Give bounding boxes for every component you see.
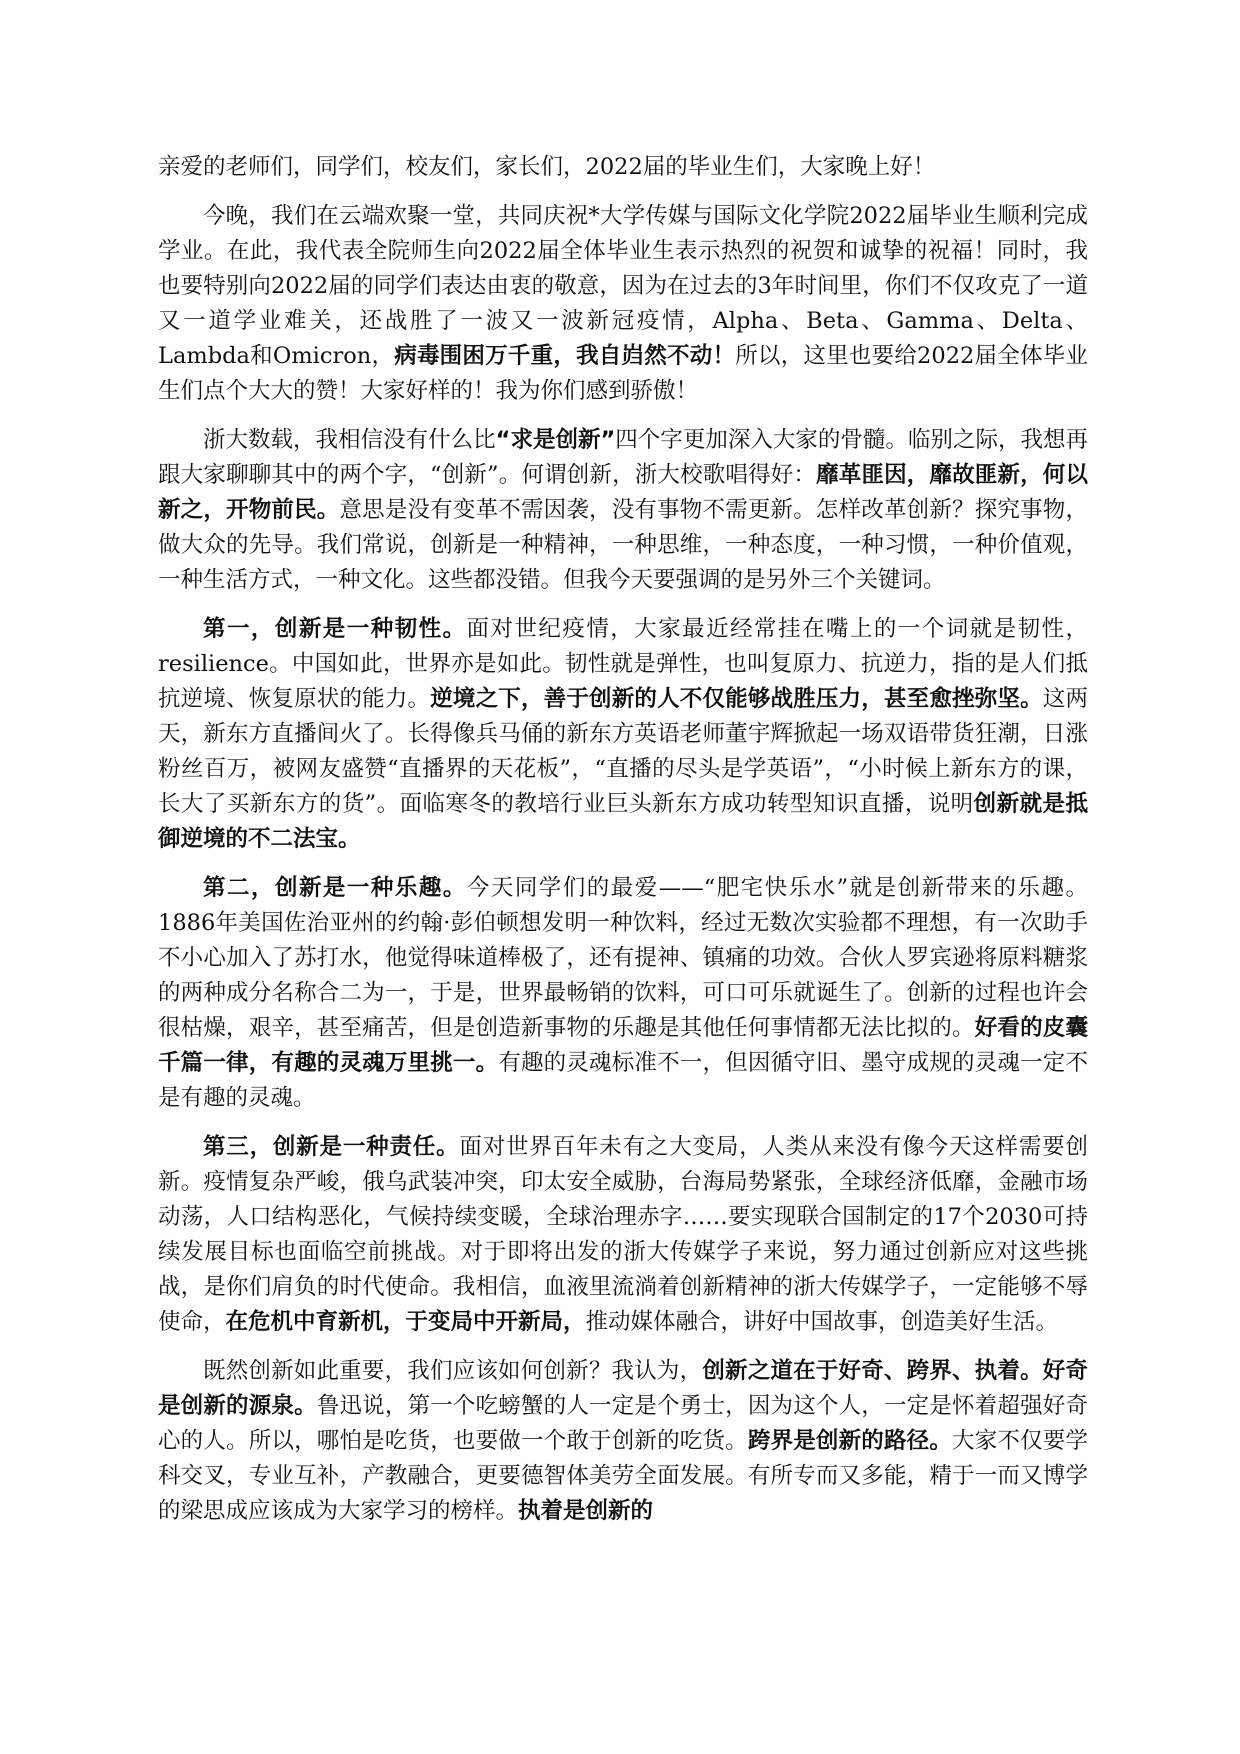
bold-text: 第三，创新是一种责任。 <box>203 1134 460 1160</box>
paragraph <box>158 612 1088 857</box>
body-text: 大家不仅要学科交叉，专业互补，产教融合，更要德智体美劳全面发展。有所专而又多能，精于一而又博学的梁思成应该成为大家学习的榜样。 <box>158 1428 1088 1524</box>
paragraph <box>158 1130 1088 1340</box>
bold-text: 逆境之下，善于创新的人不仅能够战胜压力，甚至愈挫弥坚。 <box>430 686 1043 712</box>
bold-text: 第二，创新是一种乐趣。 <box>203 875 467 901</box>
body-text: 鲁迅说，第一个吃螃蟹的人一定是个勇士，因为这个人，一定是怀着超强好奇心的人。所以，哪怕是吃货，也要做一个敢于创新的吃货。 <box>158 1393 1088 1454</box>
body-text: 面对世纪疫情，大家最近经常挂在嘴上的一个词就是韧性，resilience。中国如此，世界亦是如此。韧性就是弹性，也叫复原力、抗逆力，指的是人们抵抗逆境、恢复原状的能力。 <box>158 616 1088 712</box>
bold-text: 第一，创新是一种韧性。 <box>203 616 467 642</box>
body-text: 既然创新如此重要，我们应该如何创新？我认为， <box>203 1358 703 1384</box>
paragraph <box>158 871 1088 1116</box>
body-text: 亲爱的老师们，同学们，校友们，家长们，2022届的毕业生们，大家晚上好！ <box>158 154 936 180</box>
body-text: 有趣的灵魂标准不一，但因循守旧、墨守成规的灵魂一定不是有趣的灵魂。 <box>158 1050 1088 1111</box>
body-text: 所以，这里也要给2022届全体毕业生们点个大大的赞！大家好样的！我为你们感到骄傲！ <box>158 343 1088 404</box>
paragraph <box>158 199 1088 409</box>
bold-text: “求是创新” <box>495 427 616 453</box>
bold-text: 跨界是创新的路径。 <box>747 1428 953 1454</box>
bold-text: 好看的皮囊千篇一律，有趣的灵魂万里挑一。 <box>158 1015 1088 1076</box>
body-text: 今晚，我们在云端欢聚一堂，共同庆祝*大学传媒与国际文化学院2022届毕业生顺利完成学业。在此，我代表全院师生向2022届全体毕业生表示热烈的祝贺和诚挚的祝福！同时，我也要特别向2022届的同学们表达由衷的敬意，因为在过去的3年时间里，你们不仅攻克了一道又一道学业难关，还战胜了一波又一波新冠疫情，Alpha、Beta、Gamma、Delta、Lambda和Omicron， <box>158 203 1088 369</box>
bold-text: 靡革匪因，靡故匪新，何以新之，开物前民。 <box>158 462 1088 523</box>
bold-text: 执着是创新的 <box>518 1498 654 1524</box>
body-text: 面对世界百年未有之大变局，人类从来没有像今天这样需要创新。疫情复杂严峻，俄乌武装冲突，印太安全威胁，台海局势紧张，全球经济低靡，金融市场动荡，人口结构恶化，气候持续变暖，全球治理赤字……要实现联合国制定的17个2030可持续发展目标也面临空前挑战。对于即将出发的浙大传媒学子来说，努力通过创新应对这些挑战，是你们肩负的时代使命。我相信，血液里流淌着创新精神的浙大传媒学子，一定能够不辱使命， <box>158 1134 1088 1335</box>
body-text: 这两天，新东方直播间火了。长得像兵马俑的新东方英语老师董宇辉掀起一场双语带货狂潮，日涨粉丝百万，被网友盛赞“直播界的天花板”，“直播的尽头是学英语”，“小时候上新东方的课，长大了买新东方的货”。面临寒冬的教培行业巨头新东方成功转型知识直播，说明 <box>158 686 1088 817</box>
document-body <box>158 150 1088 1543</box>
body-text: 推动媒体融合，讲好中国故事，创造美好生活。 <box>585 1309 1059 1335</box>
body-text: 今天同学们的最爱——“肥宅快乐水”就是创新带来的乐趣。1886年美国佐治亚州的约翰·彭伯顿想发明一种饮料，经过无数次实验都不理想，有一次助手不小心加入了苏打水，他觉得味道棒极了，还有提神、镇痛的功效。合伙人罗宾逊将原料糖浆的两种成分名称合二为一，于是，世界最畅销的饮料，可口可乐就诞生了。创新的过程也许会很枯燥，艰辛，甚至痛苦，但是创造新事物的乐趣是其他任何事情都无法比拟的。 <box>158 875 1088 1041</box>
body-text: 四个字更加深入大家的骨髓。临别之际，我想再跟大家聊聊其中的两个字，“创新”。何谓创新，浙大校歌唱得好： <box>158 427 1088 488</box>
paragraph <box>158 1354 1088 1529</box>
bold-text: 创新之道在于好奇、跨界、执着。好奇是创新的源泉。 <box>158 1358 1088 1419</box>
body-text: 浙大数载，我相信没有什么比 <box>203 427 496 453</box>
paragraph <box>158 423 1088 598</box>
body-text: 意思是没有变革不需因袭，没有事物不需更新。怎样改革创新？探究事物，做大众的先导。我们常说，创新是一种精神，一种思维，一种态度，一种习惯，一种价值观，一种生活方式，一种文化。这些都没错。但我今天要强调的是另外三个关键词。 <box>158 497 1088 593</box>
bold-text: 在危机中育新机，于变局中开新局， <box>225 1309 586 1335</box>
bold-text: 病毒围困万千重，我自岿然不动！ <box>394 343 736 369</box>
bold-text: 创新就是抵御逆境的不二法宝。 <box>158 791 1088 852</box>
paragraph <box>158 150 1088 185</box>
